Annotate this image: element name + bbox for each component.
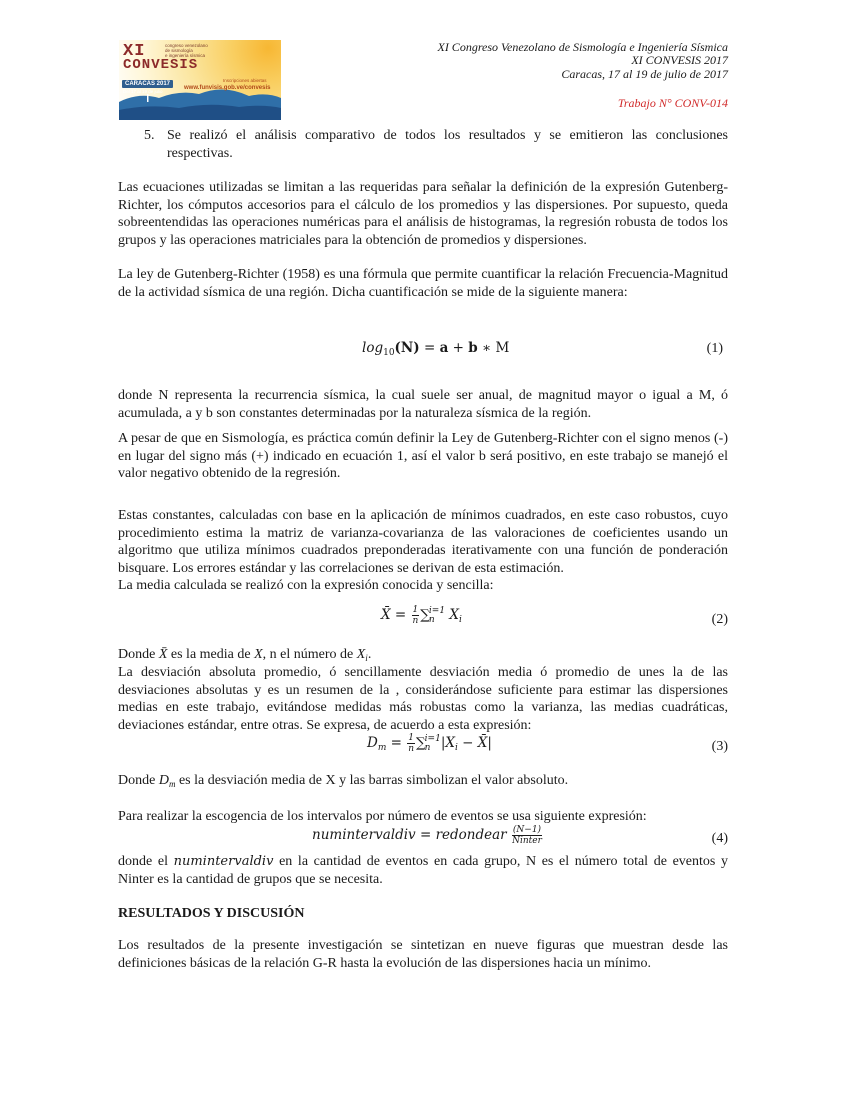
eq2-limits	[429, 607, 445, 625]
eq4-frac-num: (N−1)	[512, 825, 542, 835]
logo-dates: Del 17 al 19 de julio	[123, 89, 163, 94]
eq3-frac-den: n	[408, 744, 415, 754]
eq4-lhs: numintervaldiv	[312, 827, 416, 843]
equation-3-number: (3)	[711, 739, 728, 754]
header-congress-short: XI CONVESIS 2017	[631, 53, 728, 67]
paragraph-results: Los resultados de la presente investigación se sintetizan en nueve figuras que muestran desde las definiciones básicas de la relación G-R hasta la evolución de las dispersiones hacia un mínimo.	[118, 938, 728, 971]
eq3-lhs: D	[367, 735, 378, 751]
eq2-fraction	[412, 605, 420, 626]
eq4-fraction	[512, 825, 542, 846]
eq2-bot: n	[428, 614, 435, 625]
paragraph-sign-convention: A pesar de que en Sismología, es práctica común definir la Ley de Gutenberg-Richter con el signo menos (-) en lugar del signo más (+) indicado en ecuación 1, así el valor b será positivo, en este trabajo se manejó el valor negativo obtenido de la regresión.	[118, 431, 728, 481]
eq1-rest: ∗ M	[477, 340, 510, 356]
eq4-equals: =	[415, 827, 436, 843]
section-heading-results: RESULTADOS Y DISCUSIÓN	[118, 906, 305, 921]
p9-text: es la desviación media de X y las barras simbolizan el valor absoluto.	[175, 773, 569, 788]
p7-xi: X	[356, 647, 366, 662]
paragraph-least-squares: Estas constantes, calculadas con base en la aplicación de mínimos cuadrados, en este caso robustos, cuyo procedimiento estima la matriz de varianza-covarianza de las valoraciones de coeficientes usando un algoritmo que utiliza mínimos cuadrados preponderadas iterativamente con una función de ponderación bisquare. Los errores estándar y las correlaciones se derivan de esta estimación.	[118, 508, 728, 576]
eq1-a: a	[439, 340, 449, 356]
logo-caracas-badge: CARACAS 2017	[122, 80, 173, 88]
eq3-frac-num: 1	[408, 733, 415, 743]
p7-xi-sub: i	[365, 653, 368, 663]
eq2-sub: i	[458, 615, 462, 625]
list-item-number: 5.	[144, 128, 155, 143]
p7-text: , n el número de	[262, 647, 357, 662]
eq2-frac-den: n	[412, 616, 419, 626]
eq3-body-sub: i	[454, 743, 458, 753]
paragraph-mean-deviation: La desviación absoluta promedio, ó sencillamente desviación media ó promedio de unes la de las desviaciones absolutas y es un resumen de la , considerándose suficiente para estimar las dispersiones medias en este trabajo, evitándose medidas más robustas como la varianza, las medias cuadráticas, deviaciones estándar, entre otras. Se expresa, de acuerdo a esta expresión:	[118, 665, 728, 733]
p7-text: es la media de	[167, 647, 255, 662]
logo-xi: XI	[123, 42, 146, 61]
list-item-text: Se realizó el análisis comparativo de todos los resultados y se emitieron las conclusiones respectivas.	[167, 128, 728, 161]
eq3-fraction	[407, 733, 415, 754]
header-congress-name: XI Congreso Venezolano de Sismología e Ingeniería Sísmica	[437, 40, 728, 54]
p9-d: D	[158, 773, 169, 788]
eq3-body: |X	[440, 735, 455, 751]
equation-1-number: (1)	[706, 341, 723, 356]
p11-variable: numintervaldiv	[173, 854, 274, 869]
logo-inscripciones: Inscripciones abiertas	[223, 78, 267, 83]
logo-congreso-line: de sismología	[165, 48, 193, 53]
paragraph-deviation-definition	[118, 772, 728, 794]
p9-text: Donde	[118, 773, 159, 788]
eq2-frac-num: 1	[412, 605, 419, 615]
eq3-top: i=1	[424, 733, 441, 744]
convesis-logo	[119, 40, 281, 120]
header-location-date: Caracas, 17 al 19 de julio de 2017	[561, 67, 728, 81]
p7-text: .	[367, 647, 372, 662]
equation-3	[367, 733, 492, 754]
paragraph-gutenberg-richter: La ley de Gutenberg-Richter (1958) es una fórmula que permite cuantificar la relación Frecuencia-Magnitud de la actividad sísmica de una región. Dicha cuantificación se mide de la siguiente manera:	[118, 267, 728, 300]
eq1-log: log	[362, 340, 384, 356]
eq2-top: i=1	[428, 605, 446, 616]
p11-text: en la cantidad de eventos en cada grupo, N es el número total de eventos y Ninter es la cantidad de grupos que se necesita.	[118, 854, 728, 887]
paragraph-interval-intro: Para realizar la escogencia de los intervalos por número de eventos se usa siguiente expresión:	[118, 809, 647, 824]
equation-4	[312, 825, 543, 846]
eq2-term: X	[449, 607, 459, 623]
logo-url: www.funvisis.gob.ve/convesis	[184, 85, 271, 91]
eq3-limits	[425, 735, 441, 753]
header-paper-number: Trabajo N° CONV-014	[617, 96, 728, 110]
equation-1	[362, 340, 509, 358]
eq3-sum: ∑	[416, 735, 426, 751]
logo-congreso-line: e ingeniería sísmica	[165, 53, 206, 58]
equation-4-number: (4)	[711, 831, 728, 846]
eq4-frac-den: Ninter	[512, 836, 542, 846]
eq1-b: b	[468, 340, 478, 356]
p11-text: donde el	[118, 854, 174, 869]
eq3-lhs-sub: m	[377, 743, 387, 753]
eq1-base: 10	[383, 348, 395, 358]
eq2-equals: =	[390, 607, 411, 623]
eq4-function: redondear	[435, 827, 507, 843]
paragraph-equations-intro: Las ecuaciones utilizadas se limitan a las requeridas para señalar la definición de la expresión Gutenberg-Richter, los cómputos accesorios para el cálculo de los promedios y las dispersiones. Por supuesto, queda sobreentendidas las operaciones numéricas para el análisis de histogramas, la regresión robusta de todos los grupos y las operaciones matriciales para la obtención de promedios y dispersiones.	[118, 180, 728, 248]
eq1-lhs: (N)	[394, 340, 420, 356]
p7-xbar: X̄	[158, 647, 168, 662]
equation-2-number: (2)	[711, 612, 728, 627]
logo-congreso-line: congreso venezolano	[165, 43, 208, 48]
eq2-lhs: X̄	[381, 607, 391, 623]
paragraph-mean-intro: La media calculada se realizó con la expresión conocida y sencilla:	[118, 578, 494, 593]
p9-m: m	[168, 779, 176, 789]
paragraph-interval-definition	[118, 853, 728, 888]
eq3-body: − X̄|	[457, 735, 492, 751]
eq1-equals: =	[419, 340, 440, 356]
equation-2	[381, 605, 462, 626]
list-item	[144, 127, 728, 162]
logo-congreso-text	[165, 43, 235, 58]
p7-text: Donde	[118, 647, 159, 662]
eq1-plus: +	[448, 340, 469, 356]
p7-x: X	[254, 647, 263, 662]
eq3-bot: n	[424, 742, 431, 753]
eq2-sum: ∑	[420, 607, 430, 623]
paragraph-definitions: donde N representa la recurrencia sísmica, la cual suele ser anual, de magnitud mayor o igual a M, ó acumulada, a y b son constantes determinadas por la naturaleza sísmica de la región.	[118, 388, 728, 421]
eq3-equals: =	[386, 735, 407, 751]
logo-convesis: CONVESIS	[123, 57, 199, 73]
